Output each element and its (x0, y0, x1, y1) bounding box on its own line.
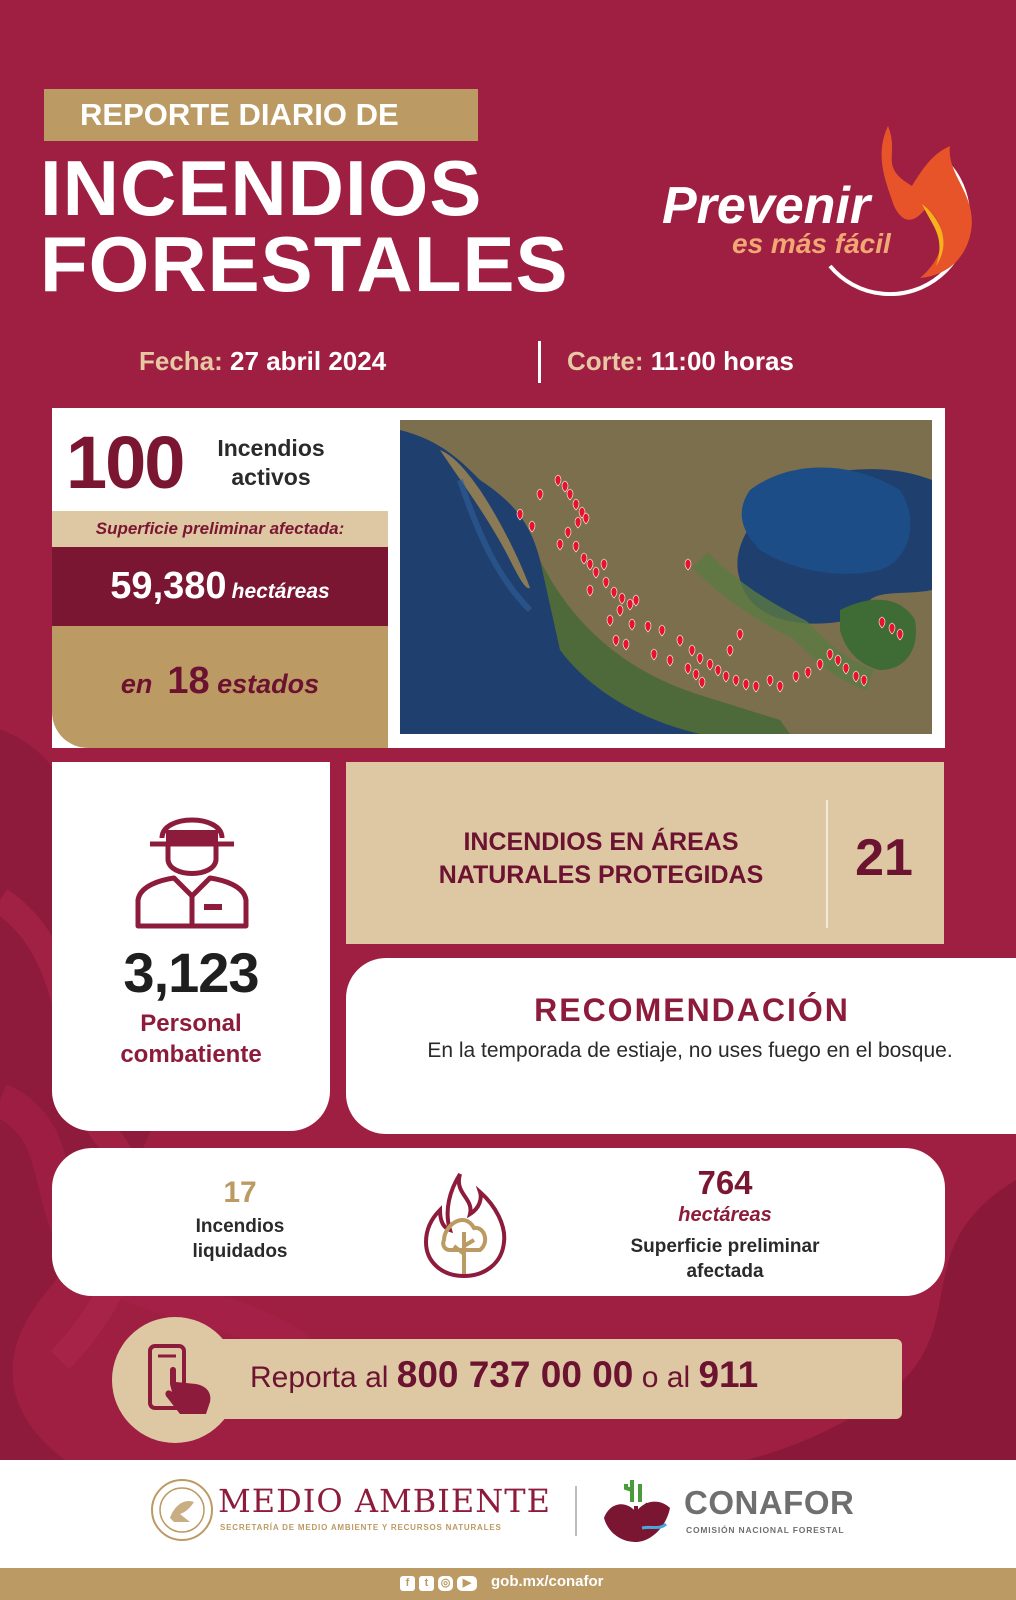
active-fires-count: 100 (66, 421, 184, 504)
cut-label: Corte: (567, 346, 644, 376)
personnel-count: 3,123 (123, 941, 259, 1004)
footer-divider (575, 1486, 577, 1536)
fire-map-mexico (400, 420, 932, 734)
recommendation-title: RECOMENDACIÓN (534, 992, 850, 1028)
twitter-icon[interactable]: t (419, 1576, 434, 1591)
active-label-line-2: activos (231, 464, 311, 490)
date-value: 27 abril 2024 (230, 346, 387, 376)
phone-tap-icon (140, 1344, 220, 1416)
personnel-label-line-2: combatiente (120, 1041, 262, 1068)
report-phone-link[interactable]: 800 737 00 00 (396, 1354, 634, 1395)
protected-areas-divider (826, 800, 828, 928)
states-prefix: en (120, 669, 153, 699)
personnel-label-line-1: Personal (140, 1010, 242, 1037)
extinguished-area-unit: hectáreas (678, 1204, 772, 1226)
area-label: Superficie preliminar afectada: (52, 511, 388, 547)
mexico-seal-logo (150, 1478, 214, 1542)
dateline-divider (538, 341, 541, 383)
protected-areas-line-2: NATURALES PROTEGIDAS (438, 861, 764, 889)
report-prefix: Reporta al (250, 1361, 389, 1394)
extinguished-area-line-2: afectada (686, 1261, 764, 1282)
report-text (250, 1354, 758, 1396)
tree-fire-icon (420, 1170, 510, 1278)
extinguished-area-line-1: Superficie preliminar (630, 1236, 820, 1257)
extinguished-label-line-1: Incendios (195, 1216, 285, 1237)
protected-areas-count: 21 (855, 829, 913, 887)
cut-value: 11:00 horas (650, 346, 794, 376)
date-label: Fecha: (139, 346, 223, 376)
extinguished-area-label (590, 1234, 860, 1284)
extinguished-count: 17 (223, 1176, 257, 1209)
report-emergency-link[interactable]: 911 (698, 1354, 759, 1395)
medio-ambiente-title: MEDIO AMBIENTE (218, 1482, 551, 1520)
states-count: 18 (167, 660, 210, 702)
active-label-line-1: Incendios (217, 435, 325, 461)
area-value: 59,380 (110, 565, 227, 607)
personnel-label (52, 1008, 330, 1070)
prevenir-logo (650, 126, 990, 296)
protected-areas-line-1: INCENDIOS EN ÁREAS (463, 828, 739, 856)
area-unit: hectáreas (231, 580, 330, 603)
bottom-bar (0, 1568, 1016, 1600)
prevenir-tagline: es más fácil (732, 228, 891, 259)
instagram-icon[interactable]: ◎ (438, 1576, 453, 1591)
report-kicker: REPORTE DIARIO DE (44, 89, 478, 141)
protected-areas-label (386, 826, 816, 892)
states-box (52, 626, 388, 748)
facebook-icon[interactable]: f (400, 1576, 415, 1591)
prevenir-headline: Prevenir (662, 177, 871, 235)
youtube-icon[interactable]: ▶ (457, 1576, 477, 1591)
title-line-2: FORESTALES (40, 220, 569, 308)
area-value-box (52, 547, 388, 626)
cut-group (567, 346, 794, 377)
medio-ambiente-subtitle: SECRETARÍA DE MEDIO AMBIENTE Y RECURSOS NATURALES (220, 1523, 502, 1532)
active-fires-label (206, 434, 336, 492)
extinguished-area-value: 764 (697, 1164, 753, 1201)
extinguished-label (140, 1214, 340, 1264)
date-group (139, 346, 386, 377)
conafor-logo (596, 1466, 678, 1548)
states-suffix: estados (217, 669, 320, 699)
conafor-url-link[interactable]: gob.mx/conafor (491, 1573, 604, 1590)
firefighter-icon (130, 800, 254, 930)
extinguished-label-line-2: liquidados (192, 1241, 288, 1262)
conafor-subtitle: COMISIÓN NACIONAL FORESTAL (686, 1525, 845, 1535)
recommendation-body: En la temporada de estiaje, no uses fuego en el bosque. (427, 1039, 953, 1062)
report-middle: o al (641, 1361, 691, 1394)
title-line-1: INCENDIOS (40, 144, 483, 232)
conafor-title: CONAFOR (684, 1484, 855, 1521)
